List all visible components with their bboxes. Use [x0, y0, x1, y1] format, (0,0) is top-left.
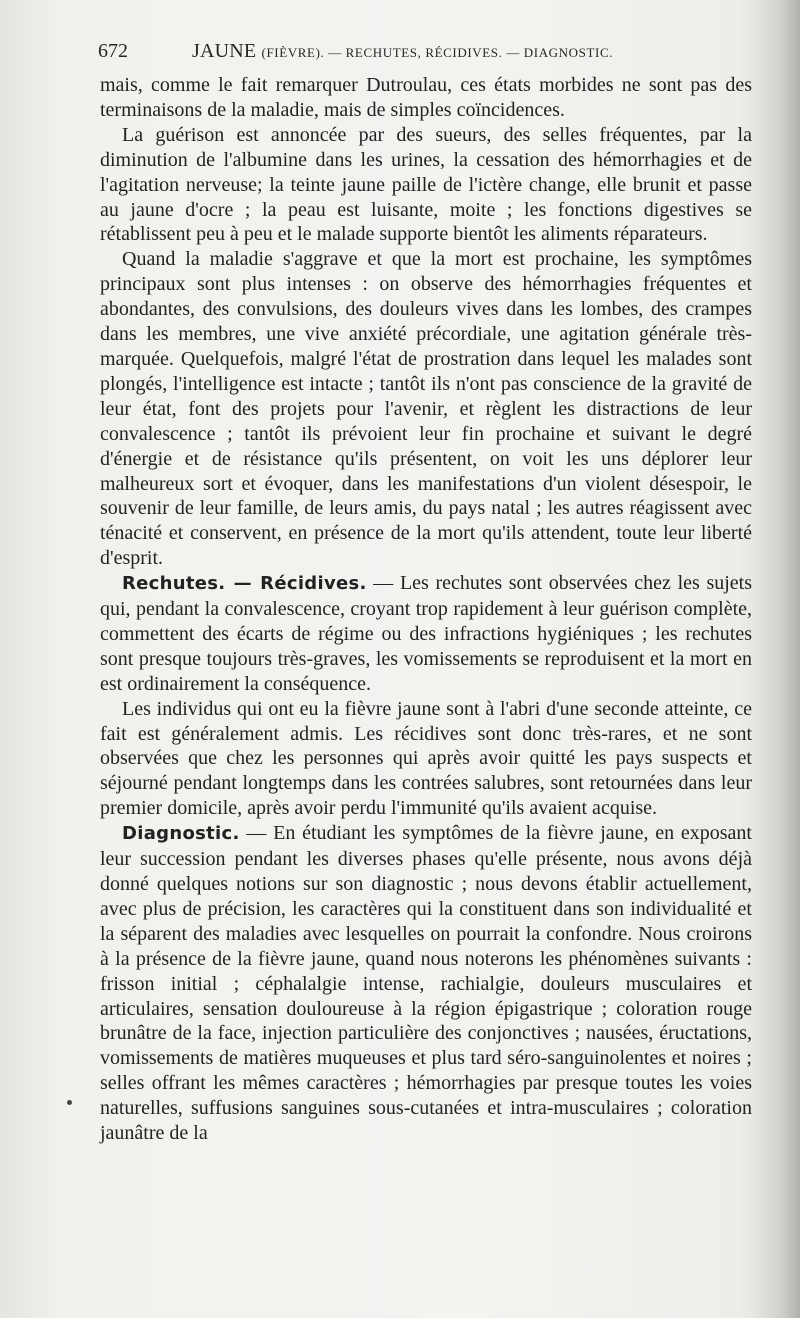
page-gutter-shadow: [752, 0, 800, 1318]
paragraph-recidives: Les individus qui ont eu la fièvre jaune sont à l'abri d'une seconde atteinte, ce fait est généralement admis. Les récidives sont donc très-rares, et ne sont observées que chez les personnes qui après avoir quitté les pays suspects et séjourné pendant longtemps dans les contrées salubres, sont retournées dans leur premier domicile, après avoir perdu l'immunité qu'ils avaient acquise.: [100, 697, 752, 820]
paragraph-diagnostic: [100, 821, 752, 1146]
running-title: [192, 40, 613, 63]
paragraph-rechutes-text: — Les rechutes sont observées chez les sujets qui, pendant la convalescence, croyant trop rapidement à leur guérison complète, commettent des écarts de régime ou des infractions hygiéniques ; les rechutes sont presque toujours très-graves, les vomissements se reproduisent et la mort en est ordinairement la conséquence.: [100, 572, 752, 695]
paragraph-aggravation: Quand la maladie s'aggrave et que la mort est prochaine, les symptômes principaux sont plus intenses : on observe des hémorrhagies fréquentes et abondantes, des convulsions, des douleurs vives dans les lombes, des crampes dans les membres, une vive anxiété précordiale, une agitation générale très-marquée. Quelquefois, malgré l'état de prostration dans lequel les malades sont plongés, l'intelligence est intacte ; tantôt ils n'ont pas conscience de la gravité de leur état, font des projets pour l'avenir, et règlent les distractions de leur convalescence ; tantôt ils prévoient leur fin prochaine et suivant le degré d'énergie et de résistance qu'ils présentent, on voit les uns déplorer leur malheureux sort et évoquer, dans les manifestations d'un violent désespoir, le souvenir de leur famille, de leurs amis, du pays natal ; les autres réagissent avec ténacité et conservent, en présence de la mort qu'ils attendent, toute leur liberté d'esprit.: [100, 248, 752, 570]
page-number: 672: [98, 40, 128, 62]
body-text: [100, 73, 752, 1146]
paragraph-guerison: La guérison est annoncée par des sueurs, des selles fréquentes, par la diminution de l'albumine dans les urines, la cessation des hémorrhagies et de l'agitation nerveuse; la teinte jaune paille de l'ictère change, elle brunit et passe au jaune d'ocre ; la peau est luisante, moite ; les fonctions digestives se rétablissent peu à peu et le malade supporte bientôt les aliments réparateurs.: [100, 123, 752, 246]
running-header: [98, 40, 750, 70]
title-main: JAUNE: [192, 40, 257, 62]
ink-speck: [67, 1100, 72, 1105]
paragraph-rechutes: [100, 571, 752, 697]
paragraph-diagnostic-text: — En étudiant les symptômes de la fièvre jaune, en exposant leur succession pendant les diverses phases qu'elle présente, nous avons déjà donné quelques notions sur son diagnostic ; nous devons établir actuellement, avec plus de précision, les caractères qui la constituent dans son individualité et la séparent des maladies avec lesquelles on pourrait la confondre. Nous croirons à la présence de la fièvre jaune, quand nous noterons les phénomènes suivants : frisson initial ; céphalalgie intense, rachialgie, douleurs musculaires et articulaires, sensation douloureuse à la région épigastrique ; coloration rouge brunâtre de la face, injection particulière des conjonctives ; nausées, éructations, vomissements de matières muqueuses et plus tard séro-sanguinolentes et noires ; selles offrant les mêmes caractères ; hémorrhagies par presque toutes les voies naturelles, suffusions sanguines sous-cutanées et intra-musculaires ; coloration jaunâtre de la: [100, 822, 752, 1145]
section-heading-diagnostic: Diagnostic.: [122, 823, 240, 845]
title-rest: . — RECHUTES, RÉCIDIVES. — DIAGNOSTIC.: [320, 45, 614, 60]
paragraph-continuation: mais, comme le fait remarquer Dutroulau, ces états morbides ne sont pas des terminaisons de la maladie, mais de simples coïncidences.: [100, 74, 752, 121]
section-heading-rechutes: Rechutes. — Récidives.: [122, 573, 367, 595]
title-paren: (FIÈVRE): [261, 45, 321, 60]
